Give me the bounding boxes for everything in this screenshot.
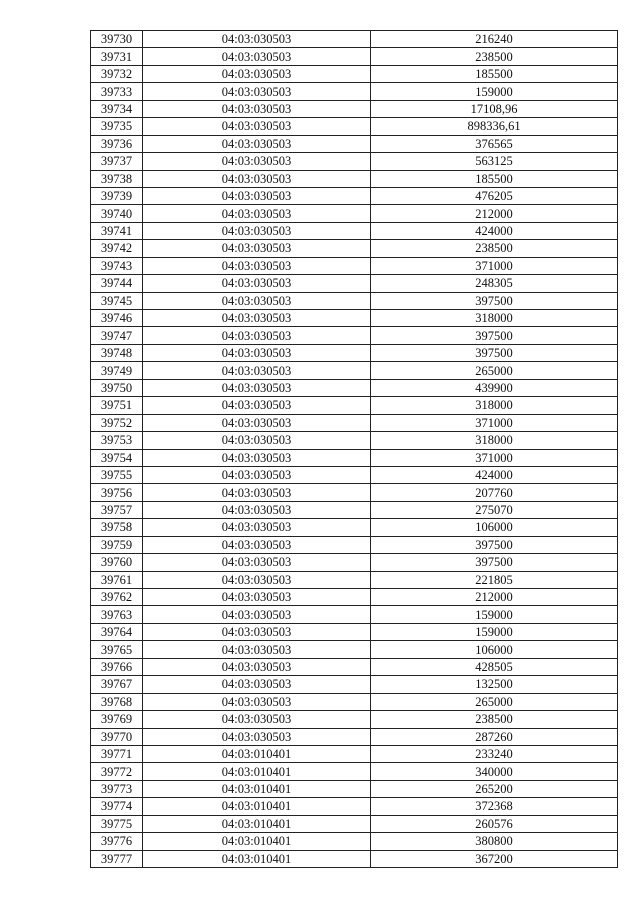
cadastral-code-cell: 04:03:030503 <box>143 83 371 100</box>
row-number-cell: 39777 <box>91 850 143 867</box>
amount-cell: 397500 <box>371 292 618 309</box>
cadastral-code-cell: 04:03:030503 <box>143 536 371 553</box>
amount-cell: 397500 <box>371 344 618 361</box>
cadastral-code-cell: 04:03:030503 <box>143 292 371 309</box>
amount-cell: 17108,96 <box>371 100 618 117</box>
table-row <box>91 745 618 762</box>
amount-cell: 380800 <box>371 833 618 850</box>
row-number-cell: 39760 <box>91 554 143 571</box>
cadastral-code-cell: 04:03:030503 <box>143 484 371 501</box>
amount-cell: 248305 <box>371 275 618 292</box>
row-number-cell: 39763 <box>91 606 143 623</box>
cadastral-code-cell: 04:03:030503 <box>143 170 371 187</box>
row-number-cell: 39743 <box>91 257 143 274</box>
table-row <box>91 83 618 100</box>
table-row <box>91 728 618 745</box>
row-number-cell: 39765 <box>91 641 143 658</box>
amount-cell: 424000 <box>371 466 618 483</box>
cadastral-code-cell: 04:03:030503 <box>143 414 371 431</box>
row-number-cell: 39766 <box>91 658 143 675</box>
amount-cell: 238500 <box>371 711 618 728</box>
row-number-cell: 39754 <box>91 449 143 466</box>
amount-cell: 212000 <box>371 589 618 606</box>
row-number-cell: 39734 <box>91 100 143 117</box>
table-row <box>91 606 618 623</box>
amount-cell: 428505 <box>371 658 618 675</box>
table-row <box>91 641 618 658</box>
row-number-cell: 39773 <box>91 780 143 797</box>
row-number-cell: 39732 <box>91 65 143 82</box>
cadastral-code-cell: 04:03:030503 <box>143 240 371 257</box>
table-row <box>91 554 618 571</box>
cadastral-code-cell: 04:03:030503 <box>143 554 371 571</box>
table-row <box>91 815 618 832</box>
amount-cell: 318000 <box>371 310 618 327</box>
table-row <box>91 466 618 483</box>
cadastral-code-cell: 04:03:030503 <box>143 432 371 449</box>
cadastral-code-cell: 04:03:030503 <box>143 205 371 222</box>
amount-cell: 159000 <box>371 83 618 100</box>
cadastral-code-cell: 04:03:030503 <box>143 519 371 536</box>
cadastral-code-cell: 04:03:030503 <box>143 397 371 414</box>
row-number-cell: 39735 <box>91 118 143 135</box>
row-number-cell: 39742 <box>91 240 143 257</box>
amount-cell: 367200 <box>371 850 618 867</box>
amount-cell: 132500 <box>371 676 618 693</box>
cadastral-code-cell: 04:03:010401 <box>143 745 371 762</box>
table-row <box>91 623 618 640</box>
table-row <box>91 344 618 361</box>
amount-cell: 238500 <box>371 240 618 257</box>
table-row <box>91 676 618 693</box>
amount-cell: 275070 <box>371 501 618 518</box>
row-number-cell: 39771 <box>91 745 143 762</box>
amount-cell: 265200 <box>371 780 618 797</box>
amount-cell: 185500 <box>371 170 618 187</box>
amount-cell: 318000 <box>371 397 618 414</box>
table-row <box>91 362 618 379</box>
row-number-cell: 39770 <box>91 728 143 745</box>
table-row <box>91 135 618 152</box>
row-number-cell: 39761 <box>91 571 143 588</box>
row-number-cell: 39764 <box>91 623 143 640</box>
row-number-cell: 39775 <box>91 815 143 832</box>
cadastral-code-cell: 04:03:030503 <box>143 118 371 135</box>
table-row <box>91 780 618 797</box>
amount-cell: 476205 <box>371 187 618 204</box>
cadastral-code-cell: 04:03:030503 <box>143 589 371 606</box>
row-number-cell: 39755 <box>91 466 143 483</box>
amount-cell: 221805 <box>371 571 618 588</box>
amount-cell: 397500 <box>371 554 618 571</box>
cadastral-code-cell: 04:03:030503 <box>143 379 371 396</box>
cadastral-code-cell: 04:03:030503 <box>143 100 371 117</box>
table-row <box>91 519 618 536</box>
cadastral-code-cell: 04:03:030503 <box>143 31 371 48</box>
row-number-cell: 39745 <box>91 292 143 309</box>
table-row <box>91 589 618 606</box>
amount-cell: 265000 <box>371 693 618 710</box>
table-row <box>91 187 618 204</box>
records-table-body <box>91 31 618 868</box>
table-row <box>91 100 618 117</box>
cadastral-code-cell: 04:03:030503 <box>143 65 371 82</box>
table-row <box>91 571 618 588</box>
cadastral-code-cell: 04:03:030503 <box>143 728 371 745</box>
row-number-cell: 39768 <box>91 693 143 710</box>
table-row <box>91 205 618 222</box>
cadastral-code-cell: 04:03:030503 <box>143 327 371 344</box>
amount-cell: 185500 <box>371 65 618 82</box>
cadastral-code-cell: 04:03:030503 <box>143 275 371 292</box>
amount-cell: 898336,61 <box>371 118 618 135</box>
cadastral-code-cell: 04:03:030503 <box>143 449 371 466</box>
cadastral-code-cell: 04:03:030503 <box>143 571 371 588</box>
row-number-cell: 39747 <box>91 327 143 344</box>
row-number-cell: 39738 <box>91 170 143 187</box>
cadastral-code-cell: 04:03:030503 <box>143 344 371 361</box>
amount-cell: 212000 <box>371 205 618 222</box>
cadastral-code-cell: 04:03:030503 <box>143 466 371 483</box>
row-number-cell: 39736 <box>91 135 143 152</box>
amount-cell: 265000 <box>371 362 618 379</box>
amount-cell: 371000 <box>371 257 618 274</box>
table-row <box>91 240 618 257</box>
cadastral-code-cell: 04:03:010401 <box>143 780 371 797</box>
table-row <box>91 153 618 170</box>
row-number-cell: 39730 <box>91 31 143 48</box>
cadastral-code-cell: 04:03:010401 <box>143 798 371 815</box>
amount-cell: 238500 <box>371 48 618 65</box>
cadastral-code-cell: 04:03:030503 <box>143 693 371 710</box>
records-table <box>90 30 618 868</box>
table-row <box>91 257 618 274</box>
cadastral-code-cell: 04:03:030503 <box>143 658 371 675</box>
amount-cell: 260576 <box>371 815 618 832</box>
cadastral-code-cell: 04:03:030503 <box>143 676 371 693</box>
amount-cell: 563125 <box>371 153 618 170</box>
amount-cell: 159000 <box>371 623 618 640</box>
cadastral-code-cell: 04:03:030503 <box>143 187 371 204</box>
amount-cell: 371000 <box>371 414 618 431</box>
cadastral-code-cell: 04:03:030503 <box>143 310 371 327</box>
amount-cell: 159000 <box>371 606 618 623</box>
cadastral-code-cell: 04:03:010401 <box>143 850 371 867</box>
table-row <box>91 170 618 187</box>
table-row <box>91 763 618 780</box>
table-row <box>91 222 618 239</box>
amount-cell: 397500 <box>371 327 618 344</box>
cadastral-code-cell: 04:03:030503 <box>143 711 371 728</box>
table-row <box>91 48 618 65</box>
row-number-cell: 39739 <box>91 187 143 204</box>
row-number-cell: 39749 <box>91 362 143 379</box>
table-row <box>91 275 618 292</box>
row-number-cell: 39767 <box>91 676 143 693</box>
table-row <box>91 798 618 815</box>
amount-cell: 397500 <box>371 536 618 553</box>
table-row <box>91 484 618 501</box>
row-number-cell: 39757 <box>91 501 143 518</box>
table-row <box>91 379 618 396</box>
cadastral-code-cell: 04:03:030503 <box>143 641 371 658</box>
row-number-cell: 39772 <box>91 763 143 780</box>
cadastral-code-cell: 04:03:030503 <box>143 501 371 518</box>
amount-cell: 233240 <box>371 745 618 762</box>
table-row <box>91 31 618 48</box>
row-number-cell: 39744 <box>91 275 143 292</box>
table-row <box>91 327 618 344</box>
amount-cell: 106000 <box>371 641 618 658</box>
row-number-cell: 39733 <box>91 83 143 100</box>
cadastral-code-cell: 04:03:030503 <box>143 222 371 239</box>
table-row <box>91 501 618 518</box>
row-number-cell: 39774 <box>91 798 143 815</box>
table-row <box>91 449 618 466</box>
table-row <box>91 711 618 728</box>
row-number-cell: 39769 <box>91 711 143 728</box>
amount-cell: 372368 <box>371 798 618 815</box>
amount-cell: 439900 <box>371 379 618 396</box>
amount-cell: 424000 <box>371 222 618 239</box>
cadastral-code-cell: 04:03:010401 <box>143 815 371 832</box>
table-row <box>91 292 618 309</box>
row-number-cell: 39758 <box>91 519 143 536</box>
table-row <box>91 118 618 135</box>
cadastral-code-cell: 04:03:010401 <box>143 833 371 850</box>
cadastral-code-cell: 04:03:030503 <box>143 153 371 170</box>
amount-cell: 287260 <box>371 728 618 745</box>
row-number-cell: 39740 <box>91 205 143 222</box>
row-number-cell: 39751 <box>91 397 143 414</box>
amount-cell: 371000 <box>371 449 618 466</box>
table-row <box>91 414 618 431</box>
table-row <box>91 397 618 414</box>
amount-cell: 318000 <box>371 432 618 449</box>
row-number-cell: 39756 <box>91 484 143 501</box>
row-number-cell: 39776 <box>91 833 143 850</box>
table-row <box>91 310 618 327</box>
amount-cell: 106000 <box>371 519 618 536</box>
row-number-cell: 39741 <box>91 222 143 239</box>
cadastral-code-cell: 04:03:030503 <box>143 362 371 379</box>
cadastral-code-cell: 04:03:030503 <box>143 623 371 640</box>
amount-cell: 376565 <box>371 135 618 152</box>
row-number-cell: 39750 <box>91 379 143 396</box>
table-row <box>91 65 618 82</box>
table-row <box>91 850 618 867</box>
amount-cell: 340000 <box>371 763 618 780</box>
amount-cell: 216240 <box>371 31 618 48</box>
row-number-cell: 39737 <box>91 153 143 170</box>
cadastral-code-cell: 04:03:030503 <box>143 606 371 623</box>
cadastral-code-cell: 04:03:030503 <box>143 257 371 274</box>
row-number-cell: 39762 <box>91 589 143 606</box>
row-number-cell: 39752 <box>91 414 143 431</box>
table-row <box>91 536 618 553</box>
cadastral-code-cell: 04:03:030503 <box>143 48 371 65</box>
cadastral-code-cell: 04:03:010401 <box>143 763 371 780</box>
cadastral-code-cell: 04:03:030503 <box>143 135 371 152</box>
row-number-cell: 39748 <box>91 344 143 361</box>
table-row <box>91 432 618 449</box>
table-row <box>91 833 618 850</box>
row-number-cell: 39746 <box>91 310 143 327</box>
row-number-cell: 39731 <box>91 48 143 65</box>
amount-cell: 207760 <box>371 484 618 501</box>
row-number-cell: 39759 <box>91 536 143 553</box>
row-number-cell: 39753 <box>91 432 143 449</box>
table-row <box>91 658 618 675</box>
table-row <box>91 693 618 710</box>
